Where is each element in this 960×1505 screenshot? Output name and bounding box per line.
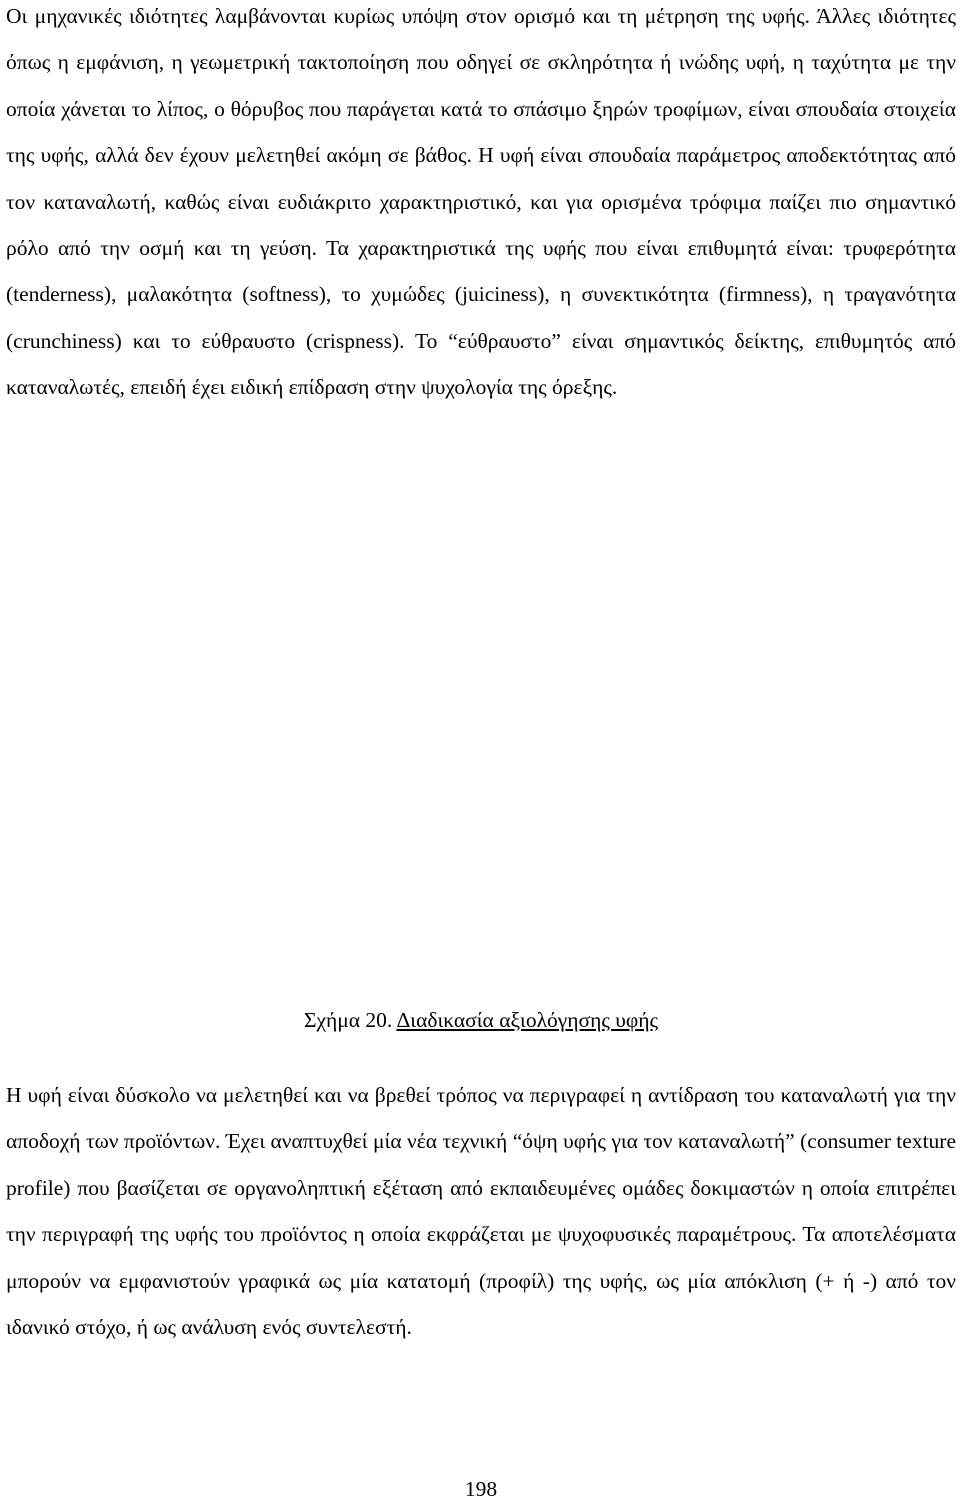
body-paragraph-consumer-texture-profile: Η υφή είναι δύσκολο να μελετηθεί και να βρεθεί τρόπος να περιγραφεί η αντίδραση του καταναλωτή για την αποδοχή των προϊόντων. Έχει αναπτυχθεί μία νέα τεχνική “όψη υφής για τον καταναλωτή” (consumer texture profile) που βασίζεται σε οργανοληπτική εξέταση από εκπαιδευμένες ομάδες δοκιμαστών η οποία επιτρέπει την περιγραφή της υφής του προϊόντος η οποία εκφράζεται με ψυχοφυσικές παραμέτρους. Τα αποτελέσματα μπορούν να εμφανιστούν γραφικά ως μία κατατομή (προφίλ) της υφής, ως μία απόκλιση (+ ή -) από τον ιδανικό στόχο, ή ως ανάλυση ενός συντελεστή.	[6, 1083, 956, 1340]
figure-caption	[6, 1000, 956, 1040]
page-number: 198	[464, 1477, 498, 1501]
figure-placeholder	[6, 510, 956, 980]
figure-caption-number: Σχήμα 20.	[303, 1008, 397, 1032]
figure-caption-title: Διαδικασία αξιολόγησης υφής	[396, 1008, 659, 1032]
body-paragraph-texture-properties: Οι μηχανικές ιδιότητες λαμβάνονται κυρίως υπόψη στον ορισμό και τη μέτρηση της υφής. Άλλες ιδιότητες όπως η εμφάνιση, η γεωμετρική τακτοποίηση που οδηγεί σε σκληρότητα ή ινώδης υφή, η ταχύτητα με την οποία χάνεται το λίπος, ο θόρυβος που παράγεται κατά το σπάσιμο ξηρών τροφίμων, είναι σπουδαία στοιχεία της υφής, αλλά δεν έχουν μελετηθεί ακόμη σε βάθος. Η υφή είναι σπουδαία παράμετρος αποδεκτότητας από τον καταναλωτή, καθώς είναι ευδιάκριτο χαρακτηριστικό, και για ορισμένα τρόφιμα παίζει πιο σημαντικό ρόλο από την οσμή και τη γεύση. Τα χαρακτηριστικά της υφής που είναι επιθυμητά είναι: τρυφερότητα (tenderness), μαλακότητα (softness), το χυμώδες (juiciness), η συνεκτικότητα (firmness), η τραγανότητα (crunchiness) και το εύθραυστο (crispness). Το “εύθραυστο” είναι σημαντικός δείκτης, επιθυμητός από καταναλωτές, επειδή έχει ειδική επίδραση στην ψυχολογία της όρεξης.	[6, 4, 956, 400]
